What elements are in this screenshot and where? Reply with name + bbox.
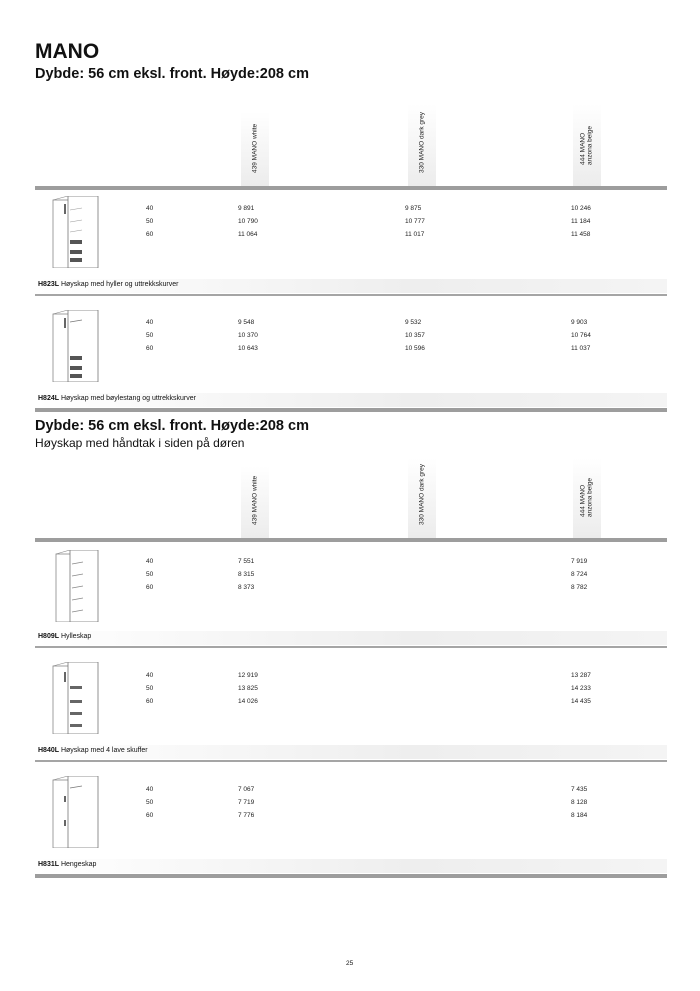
price-cell: 7 435 — [571, 786, 588, 793]
price-cell: 7 719 — [238, 799, 255, 806]
price-cell: 12 919 — [238, 672, 258, 679]
product-name-bar — [35, 631, 667, 645]
price-cell: 14 233 — [571, 685, 591, 692]
section-rule — [35, 408, 667, 412]
price-cell: 11 037 — [571, 345, 591, 352]
section-subheading: Høyskap med håndtak i siden på døren — [35, 436, 245, 450]
section-rule — [35, 874, 667, 878]
price-cell: 8 724 — [571, 571, 588, 578]
column-header-anzona-beige: 444 MANO anzona beige — [573, 458, 601, 538]
price-cell: 7 067 — [238, 786, 255, 793]
width-value: 40 — [146, 786, 154, 793]
column-header-anzona-beige: 444 MANO anzona beige — [573, 104, 601, 186]
price-cell: 7 919 — [571, 558, 588, 565]
width-value: 50 — [146, 685, 154, 692]
width-value: 60 — [146, 698, 154, 705]
section-heading-2: Dybde: 56 cm eksl. front. Høyde:208 cm — [35, 418, 309, 434]
cabinet-illustration — [50, 310, 100, 382]
price-cell: 7 776 — [238, 812, 255, 819]
price-cell: 8 128 — [571, 799, 588, 806]
cabinet-illustration — [50, 776, 100, 848]
brand-title: MANO — [35, 40, 100, 63]
price-cell: 10 777 — [405, 218, 425, 225]
width-value: 50 — [146, 799, 154, 806]
price-cell: 9 891 — [238, 205, 255, 212]
width-value: 60 — [146, 231, 154, 238]
price-cell: 11 184 — [571, 218, 591, 225]
cabinet-illustration — [50, 196, 100, 268]
width-value: 50 — [146, 218, 154, 225]
price-cell: 10 643 — [238, 345, 258, 352]
product-name-bar — [35, 859, 667, 873]
column-header-white: 439 MANO white — [241, 466, 269, 538]
product-name: H831L Hengeskap — [38, 861, 97, 868]
section-heading-1: Dybde: 56 cm eksl. front. Høyde:208 cm — [35, 66, 309, 82]
price-cell: 10 246 — [571, 205, 591, 212]
price-cell: 10 370 — [238, 332, 258, 339]
width-value: 60 — [146, 345, 154, 352]
product-name: H823L Høyskap med hyller og uttrekkskurver — [38, 281, 179, 288]
width-value: 50 — [146, 332, 154, 339]
price-cell: 11 017 — [405, 231, 425, 238]
width-value: 40 — [146, 672, 154, 679]
row-divider — [35, 646, 667, 648]
row-divider — [35, 760, 667, 762]
price-cell: 10 596 — [405, 345, 425, 352]
price-cell: 13 825 — [238, 685, 258, 692]
header-rule — [35, 186, 667, 190]
price-cell: 11 458 — [571, 231, 591, 238]
price-cell: 13 287 — [571, 672, 591, 679]
width-value: 40 — [146, 319, 154, 326]
column-header-dark-grey: 330 MANO dark grey — [408, 458, 436, 538]
price-cell: 9 903 — [571, 319, 588, 326]
product-name: H809L Hylleskap — [38, 633, 92, 640]
width-value: 40 — [146, 558, 154, 565]
price-cell: 9 875 — [405, 205, 422, 212]
cabinet-illustration — [50, 662, 100, 734]
price-cell: 9 532 — [405, 319, 422, 326]
cabinet-illustration — [50, 550, 100, 622]
width-value: 60 — [146, 812, 154, 819]
price-cell: 14 435 — [571, 698, 591, 705]
price-cell: 8 315 — [238, 571, 255, 578]
column-header-white: 439 MANO white — [241, 112, 269, 186]
product-name: H840L Høyskap med 4 lave skuffer — [38, 747, 148, 754]
price-cell: 14 026 — [238, 698, 258, 705]
width-value: 50 — [146, 571, 154, 578]
price-cell: 10 764 — [571, 332, 591, 339]
price-cell: 8 184 — [571, 812, 588, 819]
product-name: H824L Høyskap med bøylestang og uttrekkskurver — [38, 395, 196, 402]
price-cell: 7 551 — [238, 558, 255, 565]
price-cell: 8 373 — [238, 584, 255, 591]
row-divider — [35, 294, 667, 296]
width-value: 40 — [146, 205, 154, 212]
column-header-dark-grey: 330 MANO dark grey — [408, 104, 436, 186]
price-cell: 10 357 — [405, 332, 425, 339]
header-rule — [35, 538, 667, 542]
price-cell: 10 790 — [238, 218, 258, 225]
price-cell: 9 548 — [238, 319, 255, 326]
width-value: 60 — [146, 584, 154, 591]
price-cell: 8 782 — [571, 584, 588, 591]
page-number: 25 — [346, 960, 354, 967]
price-cell: 11 064 — [238, 231, 258, 238]
